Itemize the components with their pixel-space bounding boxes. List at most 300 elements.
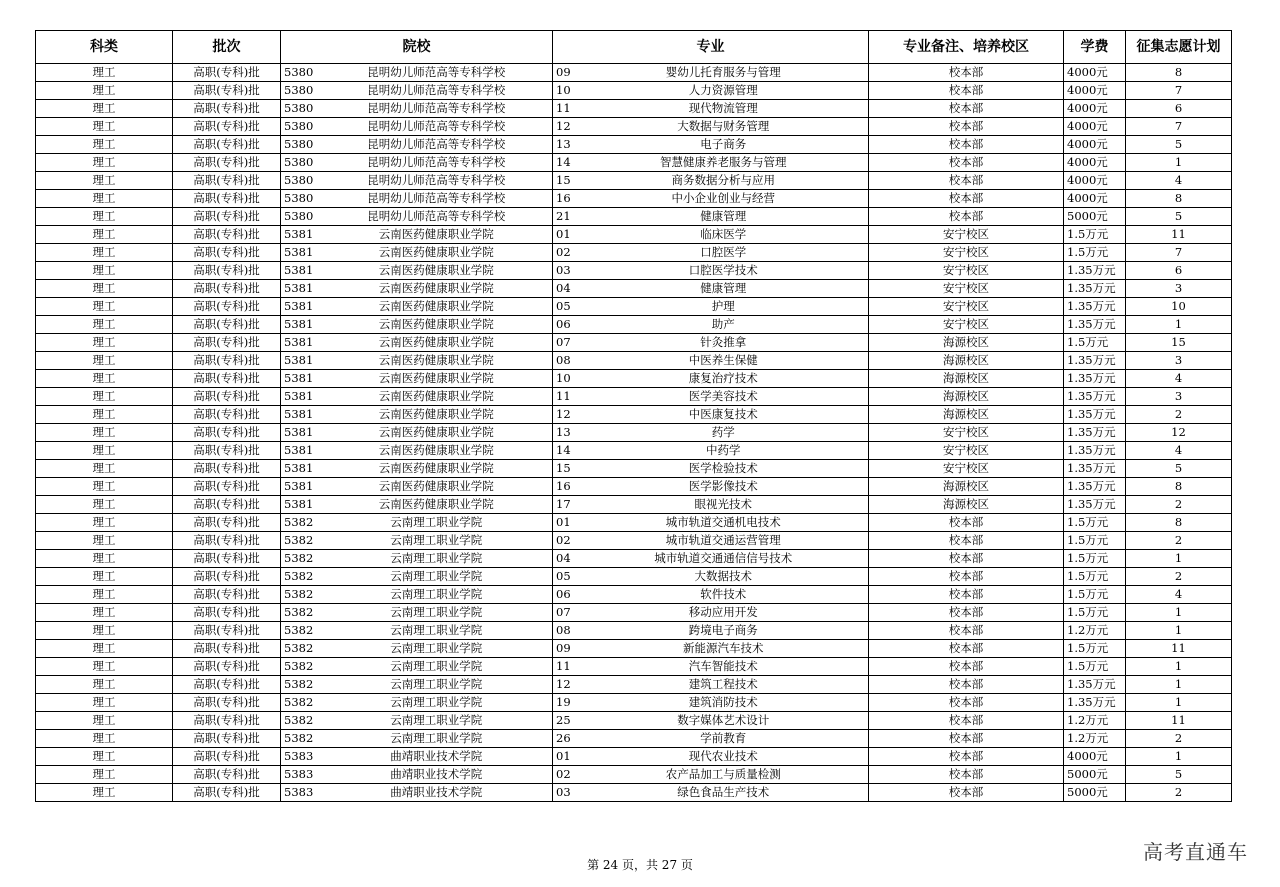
school-code-cell: 5382 [281,640,321,658]
table-row [36,532,1232,550]
tuition-cell: 1.2万元 [1064,730,1126,748]
batch-cell: 高职(专科)批 [173,298,281,316]
campus-cell: 校本部 [869,766,1064,784]
category-cell: 理工 [36,244,173,262]
tuition-cell: 4000元 [1064,136,1126,154]
major-name-cell: 学前教育 [579,730,869,748]
category-cell: 理工 [36,316,173,334]
tuition-cell: 1.35万元 [1064,406,1126,424]
category-cell: 理工 [36,226,173,244]
batch-cell: 高职(专科)批 [173,460,281,478]
tuition-cell: 1.5万元 [1064,550,1126,568]
tuition-cell: 1.5万元 [1064,514,1126,532]
batch-cell: 高职(专科)批 [173,154,281,172]
school-name-cell: 云南理工职业学院 [321,532,553,550]
plan-cell: 2 [1126,406,1232,424]
plan-cell: 7 [1126,118,1232,136]
table-row [36,82,1232,100]
major-name-cell: 临床医学 [579,226,869,244]
school-name-cell: 云南理工职业学院 [321,694,553,712]
major-name-cell: 智慧健康养老服务与管理 [579,154,869,172]
school-code-cell: 5382 [281,514,321,532]
major-code-cell: 02 [553,766,579,784]
major-name-cell: 电子商务 [579,136,869,154]
tuition-cell: 1.35万元 [1064,676,1126,694]
tuition-cell: 5000元 [1064,208,1126,226]
school-name-cell: 云南理工职业学院 [321,676,553,694]
table-row [36,640,1232,658]
batch-cell: 高职(专科)批 [173,622,281,640]
campus-cell: 校本部 [869,154,1064,172]
major-name-cell: 康复治疗技术 [579,370,869,388]
plan-cell: 15 [1126,334,1232,352]
batch-cell: 高职(专科)批 [173,478,281,496]
major-code-cell: 14 [553,154,579,172]
major-name-cell: 建筑工程技术 [579,676,869,694]
table-row [36,334,1232,352]
campus-cell: 校本部 [869,730,1064,748]
tuition-cell: 1.35万元 [1064,262,1126,280]
tuition-cell: 5000元 [1064,766,1126,784]
school-code-cell: 5382 [281,550,321,568]
school-code-cell: 5381 [281,496,321,514]
school-code-cell: 5381 [281,406,321,424]
major-name-cell: 建筑消防技术 [579,694,869,712]
major-code-cell: 03 [553,262,579,280]
plan-cell: 11 [1126,640,1232,658]
plan-cell: 3 [1126,280,1232,298]
school-code-cell: 5381 [281,460,321,478]
table-row [36,262,1232,280]
campus-cell: 校本部 [869,118,1064,136]
table-row [36,370,1232,388]
major-name-cell: 新能源汽车技术 [579,640,869,658]
category-cell: 理工 [36,730,173,748]
category-cell: 理工 [36,298,173,316]
tuition-cell: 4000元 [1064,118,1126,136]
major-code-cell: 13 [553,136,579,154]
table-row [36,118,1232,136]
table-row [36,190,1232,208]
table-row [36,568,1232,586]
school-code-cell: 5380 [281,154,321,172]
campus-cell: 海源校区 [869,496,1064,514]
plan-cell: 2 [1126,496,1232,514]
school-code-cell: 5382 [281,604,321,622]
batch-cell: 高职(专科)批 [173,658,281,676]
plan-cell: 6 [1126,100,1232,118]
campus-cell: 安宁校区 [869,442,1064,460]
major-code-cell: 16 [553,478,579,496]
school-code-cell: 5381 [281,388,321,406]
batch-cell: 高职(专科)批 [173,496,281,514]
category-cell: 理工 [36,388,173,406]
major-code-cell: 16 [553,190,579,208]
header-batch: 批次 [173,31,281,64]
school-name-cell: 云南理工职业学院 [321,730,553,748]
campus-cell: 海源校区 [869,352,1064,370]
school-name-cell: 云南医药健康职业学院 [321,460,553,478]
major-code-cell: 26 [553,730,579,748]
category-cell: 理工 [36,352,173,370]
major-code-cell: 01 [553,226,579,244]
table-row [36,694,1232,712]
batch-cell: 高职(专科)批 [173,100,281,118]
batch-cell: 高职(专科)批 [173,370,281,388]
batch-cell: 高职(专科)批 [173,676,281,694]
school-name-cell: 云南医药健康职业学院 [321,280,553,298]
campus-cell: 海源校区 [869,334,1064,352]
major-code-cell: 12 [553,406,579,424]
batch-cell: 高职(专科)批 [173,136,281,154]
school-code-cell: 5382 [281,676,321,694]
major-name-cell: 医学美容技术 [579,388,869,406]
plan-cell: 11 [1126,226,1232,244]
table-row [36,316,1232,334]
batch-cell: 高职(专科)批 [173,64,281,82]
campus-cell: 安宁校区 [869,424,1064,442]
school-name-cell: 曲靖职业技术学院 [321,766,553,784]
table-row [36,658,1232,676]
school-name-cell: 云南理工职业学院 [321,622,553,640]
school-name-cell: 云南理工职业学院 [321,712,553,730]
table-row [36,478,1232,496]
school-code-cell: 5381 [281,262,321,280]
header-major: 专业 [553,31,869,64]
tuition-cell: 4000元 [1064,82,1126,100]
tuition-cell: 4000元 [1064,748,1126,766]
category-cell: 理工 [36,784,173,802]
tuition-cell: 1.5万元 [1064,334,1126,352]
school-name-cell: 云南理工职业学院 [321,550,553,568]
category-cell: 理工 [36,334,173,352]
major-name-cell: 中小企业创业与经营 [579,190,869,208]
school-code-cell: 5382 [281,568,321,586]
tuition-cell: 1.5万元 [1064,604,1126,622]
campus-cell: 校本部 [869,514,1064,532]
plan-cell: 1 [1126,694,1232,712]
batch-cell: 高职(专科)批 [173,784,281,802]
major-name-cell: 中医康复技术 [579,406,869,424]
batch-cell: 高职(专科)批 [173,748,281,766]
table-row [36,172,1232,190]
category-cell: 理工 [36,424,173,442]
major-name-cell: 健康管理 [579,208,869,226]
table-row [36,460,1232,478]
school-code-cell: 5380 [281,82,321,100]
batch-cell: 高职(专科)批 [173,766,281,784]
major-name-cell: 汽车智能技术 [579,658,869,676]
school-name-cell: 云南医药健康职业学院 [321,244,553,262]
tuition-cell: 1.35万元 [1064,496,1126,514]
category-cell: 理工 [36,568,173,586]
tuition-cell: 4000元 [1064,172,1126,190]
major-code-cell: 05 [553,568,579,586]
school-code-cell: 5380 [281,208,321,226]
campus-cell: 校本部 [869,784,1064,802]
plan-cell: 2 [1126,784,1232,802]
major-name-cell: 助产 [579,316,869,334]
school-name-cell: 云南医药健康职业学院 [321,334,553,352]
major-name-cell: 口腔医学 [579,244,869,262]
batch-cell: 高职(专科)批 [173,604,281,622]
school-code-cell: 5382 [281,730,321,748]
category-cell: 理工 [36,406,173,424]
tuition-cell: 1.5万元 [1064,568,1126,586]
header-major-note-campus: 专业备注、培养校区 [869,31,1064,64]
category-cell: 理工 [36,622,173,640]
major-code-cell: 04 [553,550,579,568]
major-code-cell: 04 [553,280,579,298]
major-code-cell: 15 [553,460,579,478]
school-code-cell: 5381 [281,442,321,460]
batch-cell: 高职(专科)批 [173,226,281,244]
batch-cell: 高职(专科)批 [173,82,281,100]
school-code-cell: 5381 [281,424,321,442]
plan-cell: 4 [1126,442,1232,460]
category-cell: 理工 [36,136,173,154]
table-header-row [36,31,1232,64]
category-cell: 理工 [36,82,173,100]
school-code-cell: 5382 [281,586,321,604]
header-category: 科类 [36,31,173,64]
batch-cell: 高职(专科)批 [173,262,281,280]
plan-cell: 5 [1126,460,1232,478]
major-code-cell: 09 [553,640,579,658]
tuition-cell: 1.5万元 [1064,658,1126,676]
batch-cell: 高职(专科)批 [173,334,281,352]
major-code-cell: 01 [553,514,579,532]
category-cell: 理工 [36,748,173,766]
school-name-cell: 云南医药健康职业学院 [321,298,553,316]
school-name-cell: 云南医药健康职业学院 [321,478,553,496]
campus-cell: 校本部 [869,190,1064,208]
plan-cell: 1 [1126,316,1232,334]
tuition-cell: 1.35万元 [1064,388,1126,406]
batch-cell: 高职(专科)批 [173,514,281,532]
campus-cell: 校本部 [869,82,1064,100]
school-name-cell: 云南理工职业学院 [321,568,553,586]
major-code-cell: 06 [553,316,579,334]
major-name-cell: 人力资源管理 [579,82,869,100]
plan-cell: 1 [1126,748,1232,766]
school-name-cell: 昆明幼儿师范高等专科学校 [321,208,553,226]
header-school: 院校 [281,31,553,64]
batch-cell: 高职(专科)批 [173,208,281,226]
major-code-cell: 02 [553,532,579,550]
plan-cell: 5 [1126,208,1232,226]
admissions-table [35,30,1232,802]
campus-cell: 校本部 [869,208,1064,226]
school-code-cell: 5381 [281,244,321,262]
school-name-cell: 云南医药健康职业学院 [321,406,553,424]
school-name-cell: 云南医药健康职业学院 [321,496,553,514]
plan-cell: 8 [1126,190,1232,208]
campus-cell: 校本部 [869,712,1064,730]
batch-cell: 高职(专科)批 [173,244,281,262]
category-cell: 理工 [36,676,173,694]
campus-cell: 安宁校区 [869,298,1064,316]
batch-cell: 高职(专科)批 [173,730,281,748]
table-row [36,244,1232,262]
plan-cell: 3 [1126,352,1232,370]
campus-cell: 海源校区 [869,406,1064,424]
campus-cell: 校本部 [869,100,1064,118]
school-code-cell: 5380 [281,136,321,154]
major-name-cell: 大数据与财务管理 [579,118,869,136]
major-name-cell: 中医养生保健 [579,352,869,370]
campus-cell: 海源校区 [869,388,1064,406]
campus-cell: 校本部 [869,604,1064,622]
major-name-cell: 数字媒体艺术设计 [579,712,869,730]
plan-cell: 10 [1126,298,1232,316]
tuition-cell: 1.35万元 [1064,424,1126,442]
plan-cell: 5 [1126,766,1232,784]
table-row [36,748,1232,766]
major-name-cell: 药学 [579,424,869,442]
header-plan: 征集志愿计划 [1126,31,1232,64]
category-cell: 理工 [36,442,173,460]
school-code-cell: 5381 [281,226,321,244]
major-code-cell: 02 [553,244,579,262]
school-code-cell: 5381 [281,280,321,298]
plan-cell: 1 [1126,658,1232,676]
school-name-cell: 云南理工职业学院 [321,586,553,604]
batch-cell: 高职(专科)批 [173,550,281,568]
plan-cell: 1 [1126,604,1232,622]
major-name-cell: 软件技术 [579,586,869,604]
campus-cell: 安宁校区 [869,280,1064,298]
category-cell: 理工 [36,478,173,496]
major-name-cell: 健康管理 [579,280,869,298]
school-code-cell: 5380 [281,64,321,82]
major-code-cell: 11 [553,100,579,118]
plan-cell: 2 [1126,730,1232,748]
tuition-cell: 4000元 [1064,64,1126,82]
batch-cell: 高职(专科)批 [173,352,281,370]
campus-cell: 校本部 [869,136,1064,154]
plan-cell: 6 [1126,262,1232,280]
school-code-cell: 5380 [281,118,321,136]
batch-cell: 高职(专科)批 [173,442,281,460]
tuition-cell: 1.35万元 [1064,316,1126,334]
tuition-cell: 4000元 [1064,100,1126,118]
school-code-cell: 5383 [281,748,321,766]
category-cell: 理工 [36,172,173,190]
plan-cell: 8 [1126,64,1232,82]
batch-cell: 高职(专科)批 [173,406,281,424]
batch-cell: 高职(专科)批 [173,172,281,190]
tuition-cell: 1.35万元 [1064,694,1126,712]
school-code-cell: 5382 [281,712,321,730]
campus-cell: 校本部 [869,622,1064,640]
table-row [36,622,1232,640]
table-row [36,136,1232,154]
school-name-cell: 昆明幼儿师范高等专科学校 [321,82,553,100]
category-cell: 理工 [36,586,173,604]
school-name-cell: 云南医药健康职业学院 [321,424,553,442]
plan-cell: 8 [1126,478,1232,496]
major-name-cell: 婴幼儿托育服务与管理 [579,64,869,82]
school-code-cell: 5381 [281,298,321,316]
category-cell: 理工 [36,370,173,388]
tuition-cell: 1.35万元 [1064,280,1126,298]
school-name-cell: 云南医药健康职业学院 [321,262,553,280]
major-name-cell: 城市轨道交通运营管理 [579,532,869,550]
school-code-cell: 5381 [281,316,321,334]
plan-cell: 2 [1126,568,1232,586]
school-name-cell: 云南理工职业学院 [321,640,553,658]
category-cell: 理工 [36,496,173,514]
batch-cell: 高职(专科)批 [173,424,281,442]
major-name-cell: 商务数据分析与应用 [579,172,869,190]
category-cell: 理工 [36,64,173,82]
plan-cell: 1 [1126,676,1232,694]
plan-cell: 7 [1126,244,1232,262]
major-code-cell: 08 [553,352,579,370]
tuition-cell: 1.5万元 [1064,532,1126,550]
batch-cell: 高职(专科)批 [173,190,281,208]
major-code-cell: 07 [553,334,579,352]
table-row [36,298,1232,316]
tuition-cell: 4000元 [1064,190,1126,208]
category-cell: 理工 [36,694,173,712]
table-row [36,586,1232,604]
campus-cell: 校本部 [869,568,1064,586]
table-row [36,424,1232,442]
table-row [36,100,1232,118]
category-cell: 理工 [36,100,173,118]
tuition-cell: 1.5万元 [1064,226,1126,244]
batch-cell: 高职(专科)批 [173,532,281,550]
table-row [36,784,1232,802]
major-code-cell: 13 [553,424,579,442]
major-name-cell: 城市轨道交通机电技术 [579,514,869,532]
major-name-cell: 跨境电子商务 [579,622,869,640]
campus-cell: 校本部 [869,640,1064,658]
school-name-cell: 曲靖职业技术学院 [321,784,553,802]
category-cell: 理工 [36,532,173,550]
school-code-cell: 5380 [281,100,321,118]
tuition-cell: 1.35万元 [1064,352,1126,370]
category-cell: 理工 [36,190,173,208]
school-code-cell: 5381 [281,352,321,370]
major-name-cell: 医学影像技术 [579,478,869,496]
plan-cell: 4 [1126,370,1232,388]
batch-cell: 高职(专科)批 [173,280,281,298]
major-code-cell: 14 [553,442,579,460]
major-name-cell: 医学检验技术 [579,460,869,478]
campus-cell: 校本部 [869,658,1064,676]
plan-cell: 4 [1126,586,1232,604]
plan-cell: 12 [1126,424,1232,442]
table-row [36,280,1232,298]
tuition-cell: 1.5万元 [1064,586,1126,604]
category-cell: 理工 [36,640,173,658]
campus-cell: 安宁校区 [869,460,1064,478]
table-row [36,712,1232,730]
major-code-cell: 17 [553,496,579,514]
school-name-cell: 云南医药健康职业学院 [321,352,553,370]
major-code-cell: 19 [553,694,579,712]
table-row [36,676,1232,694]
category-cell: 理工 [36,154,173,172]
major-code-cell: 10 [553,82,579,100]
plan-cell: 3 [1126,388,1232,406]
major-code-cell: 08 [553,622,579,640]
school-name-cell: 云南医药健康职业学院 [321,226,553,244]
campus-cell: 校本部 [869,64,1064,82]
